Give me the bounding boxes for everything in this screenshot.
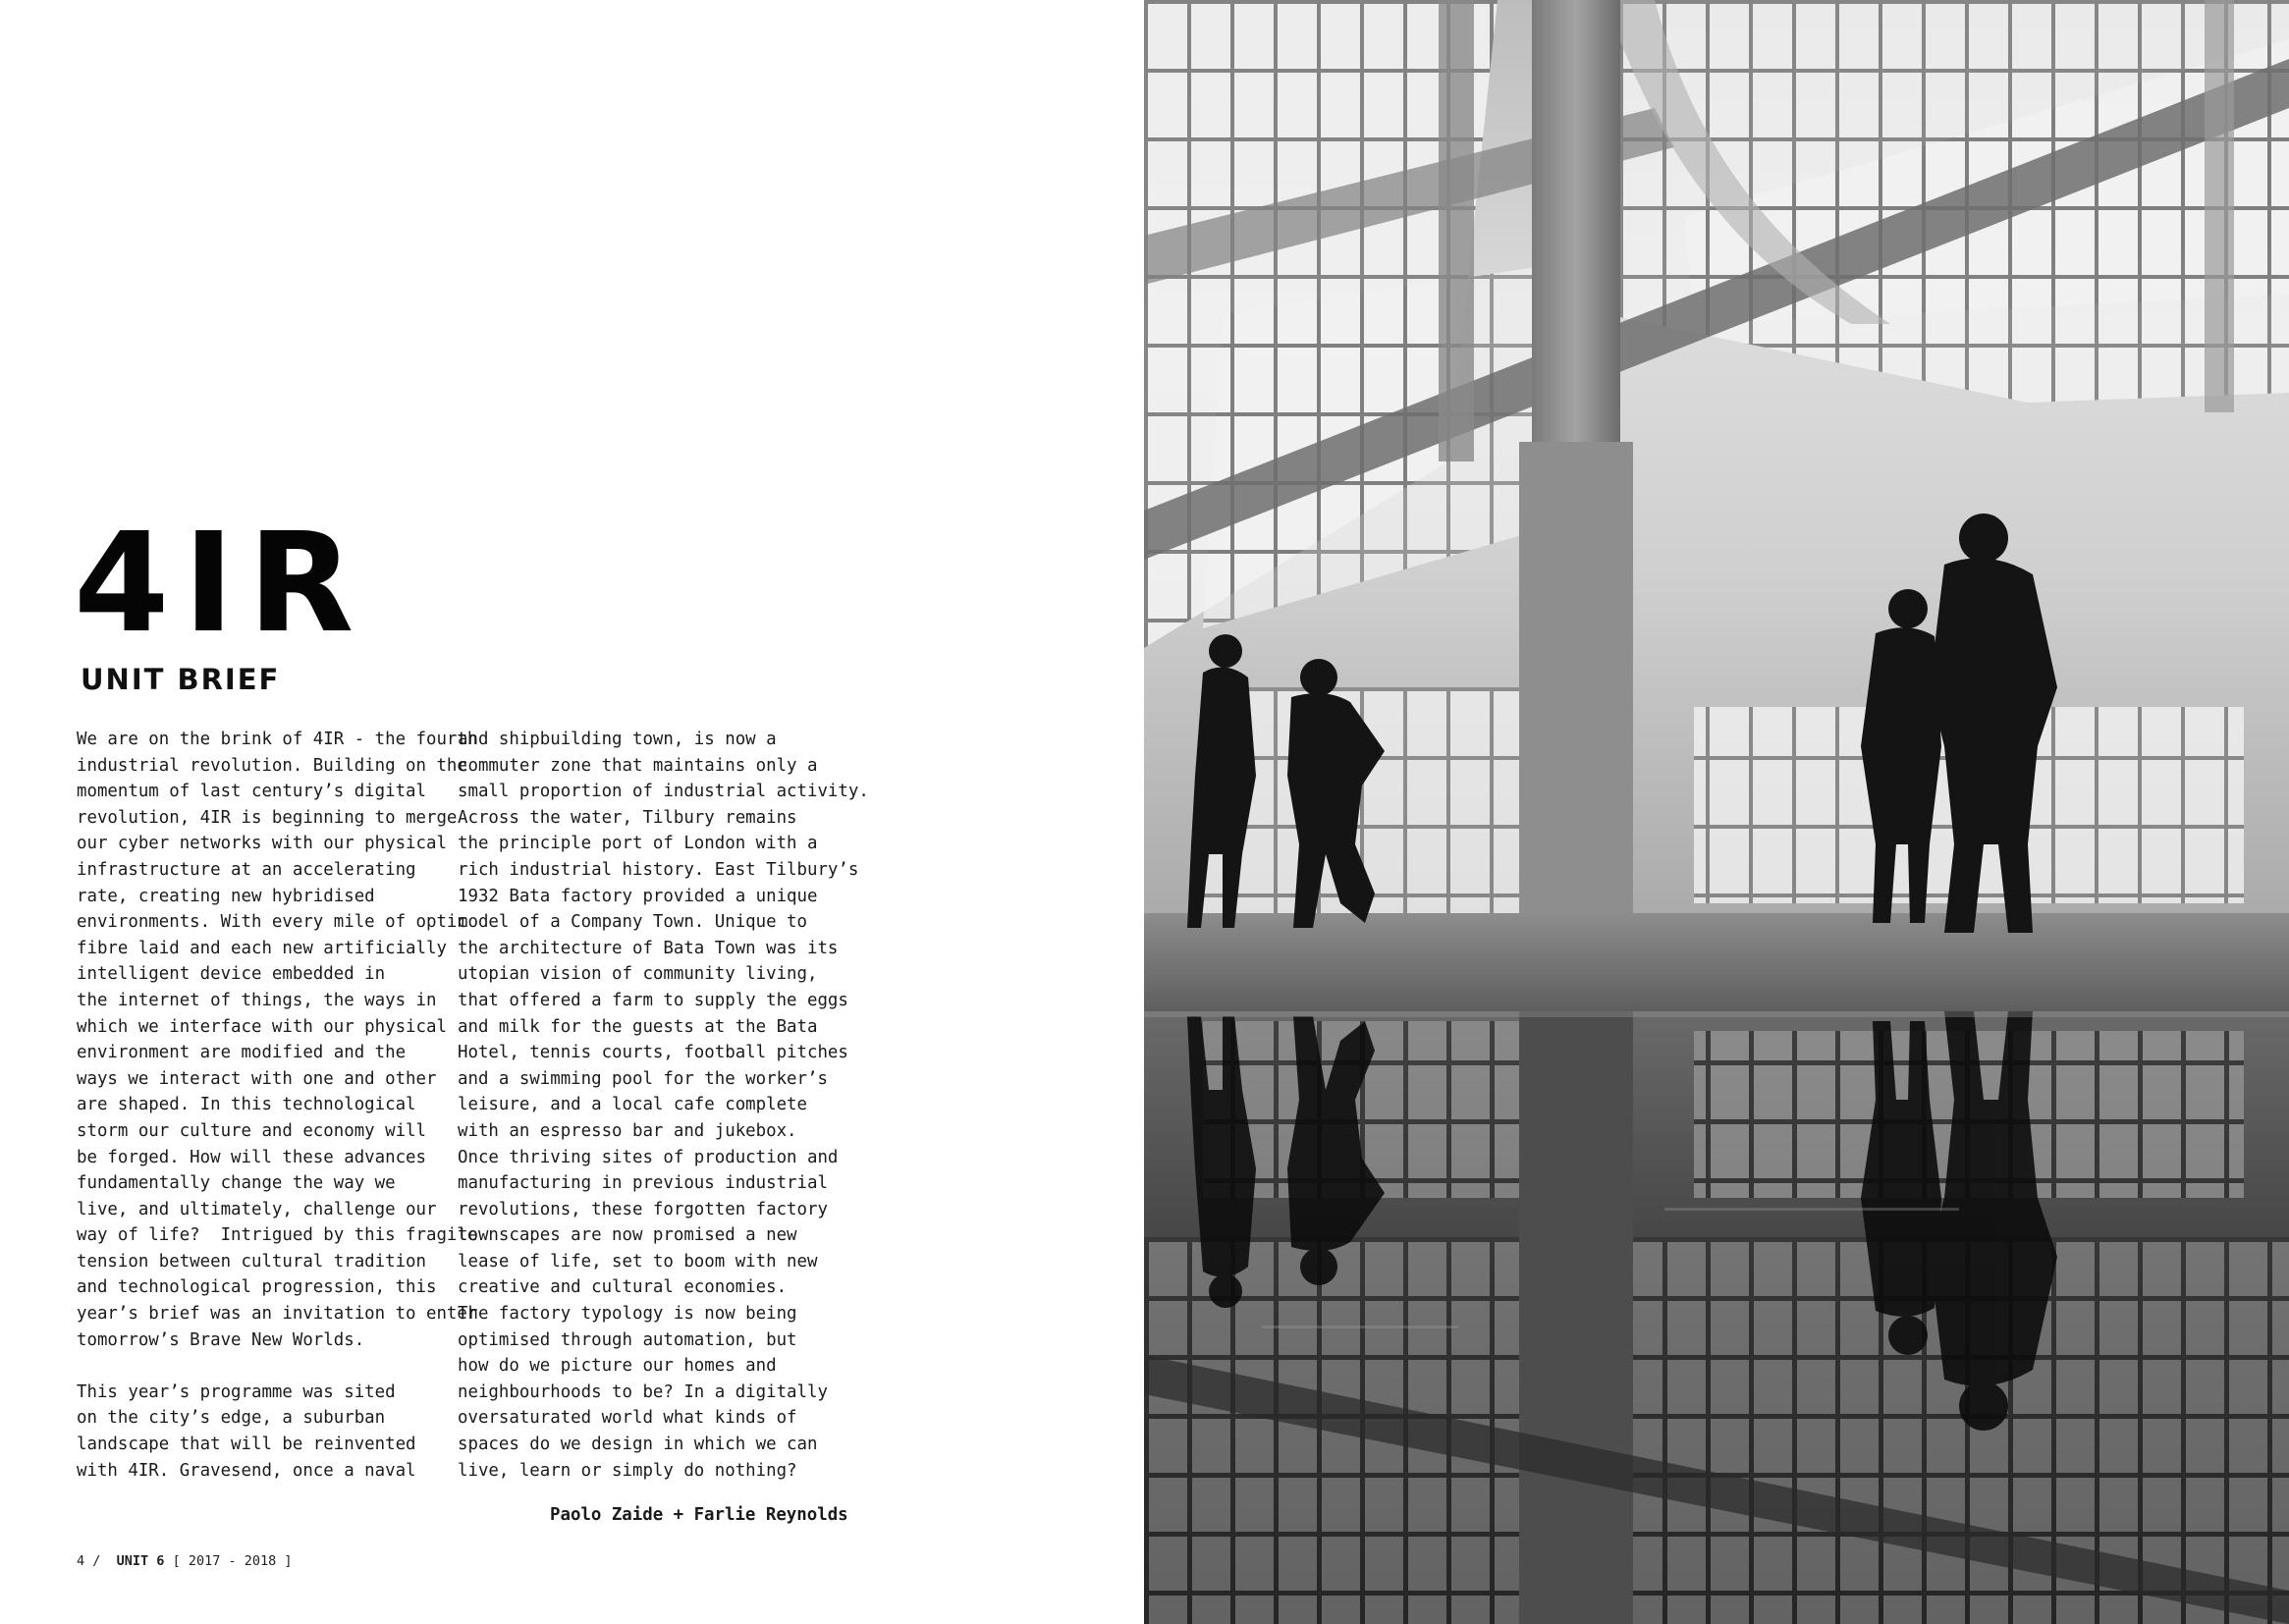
left-page bbox=[0, 0, 1144, 1624]
body-text-column-1: We are on the brink of 4IR - the fourth industrial revolution. Building on the momentum of last century’s digital revolution, 4IR is beginning to merge our cyber networks with our physical infrastructure at an accelerating rate, creating new hybridised environments. With every mile of optic fibre laid and each new artificially intelligent device embedded in the internet of things, the ways in which we interface with our physical environment are modified and the ways we interact with one and other are shaped. In this technological storm our culture and economy will be forged. How will these advances fundamentally change the way we live, and ultimately, challenge our way of life? Intrigued by this fragile tension between cultural tradition and technological progression, this year’s brief was an invitation to enter tomorrow’s Brave New Worlds. This year’s programme was sited on the city’s edge, a suburban landscape that will be reinvented with 4IR. Gravesend, once a naval bbox=[77, 730, 478, 1481]
folio bbox=[77, 1551, 293, 1571]
factory-photograph bbox=[1144, 0, 2289, 1624]
page-title: 4IR bbox=[74, 504, 368, 664]
body-text-column-2: and shipbuilding town, is now a commuter zone that maintains only a small proportion of industrial activity. Across the water, Tilbury remains the principle port of London with a rich industrial history. East Tilbury’s 1932 Bata factory provided a unique model of a Company Town. Unique to the architecture of Bata Town was its utopian vision of community living, that offered a farm to supply the eggs and milk for the guests at the Bata Hotel, tennis courts, football pitches and a swimming pool for the worker’s leisure, and a local cafe complete with an espresso bar and jukebox. Once thriving sites of production and manufacturing in previous industrial revolutions, these forgotten factory townscapes are now promised a new lease of life, set to boom with new creative and cultural economies. The factory typology is now being optimised through automation, but how do we picture our homes and neighbourhoods to be? In a digitally oversaturated world what kinds of spaces do we design in which we can live, learn or simply do nothing? bbox=[458, 730, 869, 1481]
folio-page-number: 4 / bbox=[77, 1553, 101, 1569]
page-subtitle: UNIT BRIEF bbox=[81, 663, 281, 696]
author-credit: Paolo Zaide + Farlie Reynolds bbox=[550, 1505, 848, 1525]
folio-unit: UNIT 6 bbox=[116, 1553, 165, 1569]
folio-years: [ 2017 - 2018 ] bbox=[172, 1553, 293, 1569]
